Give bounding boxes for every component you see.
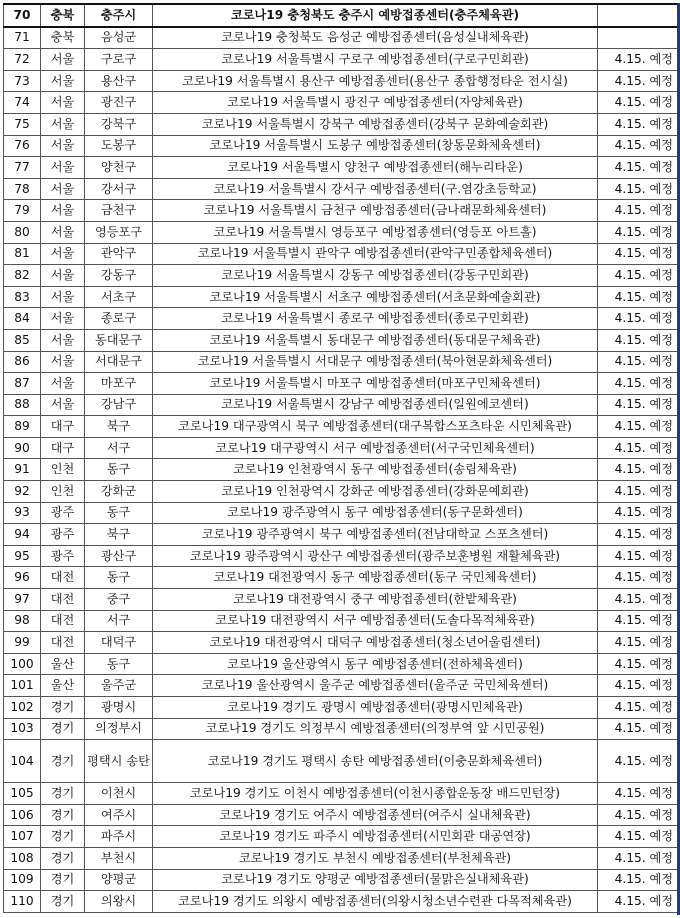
row-center-name: 코로나19 서울특별시 관악구 예방접종센터(관악구민종합체육센터) <box>153 243 598 265</box>
table-row <box>4 804 678 826</box>
row-center-name: 코로나19 서울특별시 강남구 예방접종센터(일원에코센터) <box>153 394 598 416</box>
row-date <box>598 27 678 49</box>
table-row <box>4 178 678 200</box>
row-date: 4.15. 예정 <box>598 373 678 395</box>
row-province: 대전 <box>41 567 85 589</box>
row-center-name: 코로나19 경기도 양평군 예방접종센터(물맑은실내체육관) <box>153 869 598 891</box>
row-province: 서울 <box>41 243 85 265</box>
row-province: 서울 <box>41 351 85 373</box>
row-region: 종로구 <box>85 308 153 330</box>
row-date: 4.15. 예정 <box>598 329 678 351</box>
row-date: 4.15. 예정 <box>598 740 678 783</box>
row-date: 4.15. 예정 <box>598 459 678 481</box>
table-row <box>4 718 678 740</box>
row-region: 대덕구 <box>85 632 153 654</box>
table-row <box>4 416 678 438</box>
row-center-name: 코로나19 대전광역시 중구 예방접종센터(한밭체육관) <box>153 589 598 611</box>
row-region: 이천시 <box>85 783 153 805</box>
row-province: 경기 <box>41 804 85 826</box>
row-number: 72 <box>4 49 41 71</box>
row-province: 서울 <box>41 157 85 179</box>
row-province: 광주 <box>41 545 85 567</box>
row-date: 4.15. 예정 <box>598 697 678 719</box>
row-date: 4.15. 예정 <box>598 221 678 243</box>
row-province: 대구 <box>41 437 85 459</box>
row-number: 106 <box>4 804 41 826</box>
row-center-name: 코로나19 서울특별시 서대문구 예방접종센터(북아현문화체육센터) <box>153 351 598 373</box>
row-region: 의왕시 <box>85 891 153 913</box>
row-center-name: 코로나19 서울특별시 양천구 예방접종센터(해누리타운) <box>153 157 598 179</box>
row-number: 108 <box>4 847 41 869</box>
row-center-name: 코로나19 경기도 여주시 예방접종센터(여주시 실내체육관) <box>153 804 598 826</box>
row-date: 4.15. 예정 <box>598 804 678 826</box>
row-date: 4.15. 예정 <box>598 394 678 416</box>
row-number: 86 <box>4 351 41 373</box>
table-row <box>4 847 678 869</box>
table-row <box>4 394 678 416</box>
row-center-name: 코로나19 인천광역시 동구 예방접종센터(송림체육관) <box>153 459 598 481</box>
row-date: 4.15. 예정 <box>598 243 678 265</box>
row-center-name: 코로나19 서울특별시 강동구 예방접종센터(강동구민회관) <box>153 265 598 287</box>
row-center-name: 코로나19 경기도 의정부시 예방접종센터(의정부역 앞 시민공원) <box>153 718 598 740</box>
table-row <box>4 869 678 891</box>
row-date: 4.15. 예정 <box>598 783 678 805</box>
row-region: 마포구 <box>85 373 153 395</box>
row-region: 중구 <box>85 589 153 611</box>
row-province: 경기 <box>41 847 85 869</box>
row-number: 100 <box>4 653 41 675</box>
table-row <box>4 200 678 222</box>
row-center-name: 코로나19 대구광역시 서구 예방접종센터(서구국민체육센터) <box>153 437 598 459</box>
row-province: 서울 <box>41 113 85 135</box>
header-province: 충북 <box>41 4 85 27</box>
row-region: 양평군 <box>85 869 153 891</box>
row-date: 4.15. 예정 <box>598 135 678 157</box>
row-province: 서울 <box>41 221 85 243</box>
row-region: 울주군 <box>85 675 153 697</box>
vaccination-center-table <box>3 3 678 913</box>
row-center-name: 코로나19 서울특별시 서초구 예방접종센터(서초문화예술회관) <box>153 286 598 308</box>
row-date: 4.15. 예정 <box>598 481 678 503</box>
row-number: 99 <box>4 632 41 654</box>
row-region: 강남구 <box>85 394 153 416</box>
row-number: 76 <box>4 135 41 157</box>
row-date: 4.15. 예정 <box>598 869 678 891</box>
row-center-name: 코로나19 울산광역시 동구 예방접종센터(전하체육센터) <box>153 653 598 675</box>
table-row <box>4 157 678 179</box>
table-row <box>4 632 678 654</box>
row-center-name: 코로나19 대전광역시 서구 예방접종센터(도솔다목적체육관) <box>153 610 598 632</box>
row-region: 양천구 <box>85 157 153 179</box>
table-header-row <box>4 4 678 27</box>
row-date: 4.15. 예정 <box>598 718 678 740</box>
row-region: 강서구 <box>85 178 153 200</box>
row-center-name: 코로나19 경기도 파주시 예방접종센터(시민회관 대공연장) <box>153 826 598 848</box>
table-row <box>4 502 678 524</box>
row-number: 78 <box>4 178 41 200</box>
row-number: 77 <box>4 157 41 179</box>
row-center-name: 코로나19 서울특별시 종로구 예방접종센터(종로구민회관) <box>153 308 598 330</box>
row-province: 서울 <box>41 265 85 287</box>
row-region: 동구 <box>85 502 153 524</box>
row-number: 88 <box>4 394 41 416</box>
row-number: 102 <box>4 697 41 719</box>
row-region: 서구 <box>85 437 153 459</box>
table-row <box>4 697 678 719</box>
row-center-name: 코로나19 서울특별시 강서구 예방접종센터(구.염강초등학교) <box>153 178 598 200</box>
row-number: 87 <box>4 373 41 395</box>
table-row <box>4 783 678 805</box>
row-province: 서울 <box>41 178 85 200</box>
row-region: 용산구 <box>85 70 153 92</box>
row-region: 북구 <box>85 416 153 438</box>
row-province: 서울 <box>41 135 85 157</box>
row-center-name: 코로나19 경기도 광명시 예방접종센터(광명시민체육관) <box>153 697 598 719</box>
row-province: 울산 <box>41 653 85 675</box>
row-region: 음성군 <box>85 27 153 49</box>
row-date: 4.15. 예정 <box>598 567 678 589</box>
row-date: 4.15. 예정 <box>598 437 678 459</box>
row-region: 서대문구 <box>85 351 153 373</box>
table-row <box>4 891 678 913</box>
row-province: 대전 <box>41 589 85 611</box>
row-center-name: 코로나19 광주광역시 광산구 예방접종센터(광주보훈병원 재활체육관) <box>153 545 598 567</box>
row-number: 104 <box>4 740 41 783</box>
row-province: 경기 <box>41 740 85 783</box>
row-region: 광진구 <box>85 92 153 114</box>
table-row <box>4 308 678 330</box>
row-date: 4.15. 예정 <box>598 632 678 654</box>
table-row <box>4 286 678 308</box>
row-date: 4.15. 예정 <box>598 178 678 200</box>
table-row <box>4 27 678 49</box>
row-date: 4.15. 예정 <box>598 653 678 675</box>
row-province: 서울 <box>41 373 85 395</box>
row-province: 인천 <box>41 459 85 481</box>
row-number: 105 <box>4 783 41 805</box>
row-center-name: 코로나19 대전광역시 동구 예방접종센터(동구 국민체육센터) <box>153 567 598 589</box>
row-province: 대전 <box>41 632 85 654</box>
row-center-name: 코로나19 울산광역시 울주군 예방접종센터(울주군 국민체육센터) <box>153 675 598 697</box>
row-center-name: 코로나19 서울특별시 광진구 예방접종센터(자양체육관) <box>153 92 598 114</box>
row-center-name: 코로나19 서울특별시 강북구 예방접종센터(강북구 문화예술회관) <box>153 113 598 135</box>
row-date: 4.15. 예정 <box>598 265 678 287</box>
table-row <box>4 524 678 546</box>
row-region: 구로구 <box>85 49 153 71</box>
row-province: 서울 <box>41 200 85 222</box>
row-date: 4.15. 예정 <box>598 157 678 179</box>
header-center-name: 코로나19 충청북도 충주시 예방접종센터(충주체육관) <box>153 4 598 27</box>
row-center-name: 코로나19 서울특별시 금천구 예방접종센터(금나래문화체육센터) <box>153 200 598 222</box>
row-province: 서울 <box>41 70 85 92</box>
row-province: 경기 <box>41 891 85 913</box>
table-row <box>4 221 678 243</box>
header-date <box>598 4 678 27</box>
table-body <box>4 4 678 912</box>
row-number: 85 <box>4 329 41 351</box>
row-center-name: 코로나19 경기도 이천시 예방접종센터(이천시종합운동장 배드민턴장) <box>153 783 598 805</box>
row-number: 101 <box>4 675 41 697</box>
row-region: 강북구 <box>85 113 153 135</box>
row-number: 98 <box>4 610 41 632</box>
header-region: 충주시 <box>85 4 153 27</box>
row-region: 강화군 <box>85 481 153 503</box>
row-date: 4.15. 예정 <box>598 502 678 524</box>
row-number: 96 <box>4 567 41 589</box>
row-region: 동구 <box>85 459 153 481</box>
row-date: 4.15. 예정 <box>598 524 678 546</box>
row-number: 92 <box>4 481 41 503</box>
row-center-name: 코로나19 서울특별시 구로구 예방접종센터(구로구민회관) <box>153 49 598 71</box>
row-number: 75 <box>4 113 41 135</box>
row-center-name: 코로나19 서울특별시 동대문구 예방접종센터(동대문구체육관) <box>153 329 598 351</box>
table-row <box>4 70 678 92</box>
row-center-name: 코로나19 서울특별시 도봉구 예방접종센터(창동문화체육센터) <box>153 135 598 157</box>
row-center-name: 코로나19 대전광역시 대덕구 예방접종센터(청소년어울림센터) <box>153 632 598 654</box>
row-number: 110 <box>4 891 41 913</box>
row-number: 79 <box>4 200 41 222</box>
row-province: 서울 <box>41 308 85 330</box>
row-date: 4.15. 예정 <box>598 308 678 330</box>
row-region: 동대문구 <box>85 329 153 351</box>
row-date: 4.15. 예정 <box>598 113 678 135</box>
table-row <box>4 740 678 783</box>
row-center-name: 코로나19 광주광역시 동구 예방접종센터(동구문화센터) <box>153 502 598 524</box>
row-province: 서울 <box>41 92 85 114</box>
row-date: 4.15. 예정 <box>598 49 678 71</box>
row-province: 인천 <box>41 481 85 503</box>
table-row <box>4 113 678 135</box>
table-row <box>4 243 678 265</box>
row-number: 89 <box>4 416 41 438</box>
row-number: 94 <box>4 524 41 546</box>
table-row <box>4 329 678 351</box>
row-center-name: 코로나19 서울특별시 용산구 예방접종센터(용산구 종합행정타운 전시실) <box>153 70 598 92</box>
table-row <box>4 49 678 71</box>
row-province: 경기 <box>41 826 85 848</box>
row-date: 4.15. 예정 <box>598 92 678 114</box>
row-number: 107 <box>4 826 41 848</box>
row-province: 서울 <box>41 286 85 308</box>
row-center-name: 코로나19 경기도 평택시 송탄 예방접종센터(이충문화체육센터) <box>153 740 598 783</box>
table-row <box>4 826 678 848</box>
row-number: 95 <box>4 545 41 567</box>
row-province: 경기 <box>41 697 85 719</box>
row-region: 영등포구 <box>85 221 153 243</box>
row-date: 4.15. 예정 <box>598 70 678 92</box>
row-province: 경기 <box>41 869 85 891</box>
row-province: 충북 <box>41 27 85 49</box>
row-region: 광명시 <box>85 697 153 719</box>
row-center-name: 코로나19 경기도 부천시 예방접종센터(부천체육관) <box>153 847 598 869</box>
row-number: 83 <box>4 286 41 308</box>
row-region: 서초구 <box>85 286 153 308</box>
row-center-name: 코로나19 충청북도 음성군 예방접종센터(음성실내체육관) <box>153 27 598 49</box>
table-row <box>4 265 678 287</box>
row-province: 광주 <box>41 502 85 524</box>
row-region: 여주시 <box>85 804 153 826</box>
row-region: 강동구 <box>85 265 153 287</box>
row-province: 경기 <box>41 783 85 805</box>
row-date: 4.15. 예정 <box>598 847 678 869</box>
row-center-name: 코로나19 인천광역시 강화군 예방접종센터(강화문예회관) <box>153 481 598 503</box>
row-number: 91 <box>4 459 41 481</box>
row-date: 4.15. 예정 <box>598 675 678 697</box>
row-region: 동구 <box>85 567 153 589</box>
row-region: 광산구 <box>85 545 153 567</box>
row-region: 도봉구 <box>85 135 153 157</box>
row-province: 경기 <box>41 718 85 740</box>
row-date: 4.15. 예정 <box>598 416 678 438</box>
header-number: 70 <box>4 4 41 27</box>
row-number: 103 <box>4 718 41 740</box>
table-row <box>4 653 678 675</box>
table-row <box>4 481 678 503</box>
row-region: 동구 <box>85 653 153 675</box>
table-row <box>4 373 678 395</box>
table-row <box>4 351 678 373</box>
row-center-name: 코로나19 경기도 의왕시 예방접종센터(의왕시청소년수련관 다목적체육관) <box>153 891 598 913</box>
row-region: 서구 <box>85 610 153 632</box>
row-number: 84 <box>4 308 41 330</box>
table-row <box>4 92 678 114</box>
row-region: 부천시 <box>85 847 153 869</box>
row-province: 서울 <box>41 394 85 416</box>
row-center-name: 코로나19 서울특별시 마포구 예방접종센터(마포구민체육센터) <box>153 373 598 395</box>
row-number: 97 <box>4 589 41 611</box>
table-row <box>4 567 678 589</box>
row-region: 금천구 <box>85 200 153 222</box>
row-region: 관악구 <box>85 243 153 265</box>
row-region: 평택시 송탄 <box>85 740 153 783</box>
row-date: 4.15. 예정 <box>598 545 678 567</box>
row-region: 북구 <box>85 524 153 546</box>
row-number: 82 <box>4 265 41 287</box>
row-province: 서울 <box>41 49 85 71</box>
table-row <box>4 589 678 611</box>
row-date: 4.15. 예정 <box>598 589 678 611</box>
row-province: 대구 <box>41 416 85 438</box>
row-province: 서울 <box>41 329 85 351</box>
row-region: 의정부시 <box>85 718 153 740</box>
row-province: 대전 <box>41 610 85 632</box>
row-center-name: 코로나19 광주광역시 북구 예방접종센터(전남대학교 스포츠센터) <box>153 524 598 546</box>
table-row <box>4 545 678 567</box>
row-number: 93 <box>4 502 41 524</box>
row-number: 80 <box>4 221 41 243</box>
row-date: 4.15. 예정 <box>598 891 678 913</box>
row-date: 4.15. 예정 <box>598 351 678 373</box>
table-row <box>4 610 678 632</box>
table-row <box>4 675 678 697</box>
table-row <box>4 437 678 459</box>
row-province: 광주 <box>41 524 85 546</box>
table-row <box>4 459 678 481</box>
row-date: 4.15. 예정 <box>598 826 678 848</box>
row-date: 4.15. 예정 <box>598 200 678 222</box>
row-center-name: 코로나19 서울특별시 영등포구 예방접종센터(영등포 아트홀) <box>153 221 598 243</box>
table-row <box>4 135 678 157</box>
row-number: 81 <box>4 243 41 265</box>
row-date: 4.15. 예정 <box>598 610 678 632</box>
row-number: 73 <box>4 70 41 92</box>
row-number: 109 <box>4 869 41 891</box>
row-province: 울산 <box>41 675 85 697</box>
row-region: 파주시 <box>85 826 153 848</box>
row-center-name: 코로나19 대구광역시 북구 예방접종센터(대구복합스포츠타운 시민체육관) <box>153 416 598 438</box>
row-number: 71 <box>4 27 41 49</box>
row-number: 74 <box>4 92 41 114</box>
row-number: 90 <box>4 437 41 459</box>
row-date: 4.15. 예정 <box>598 286 678 308</box>
